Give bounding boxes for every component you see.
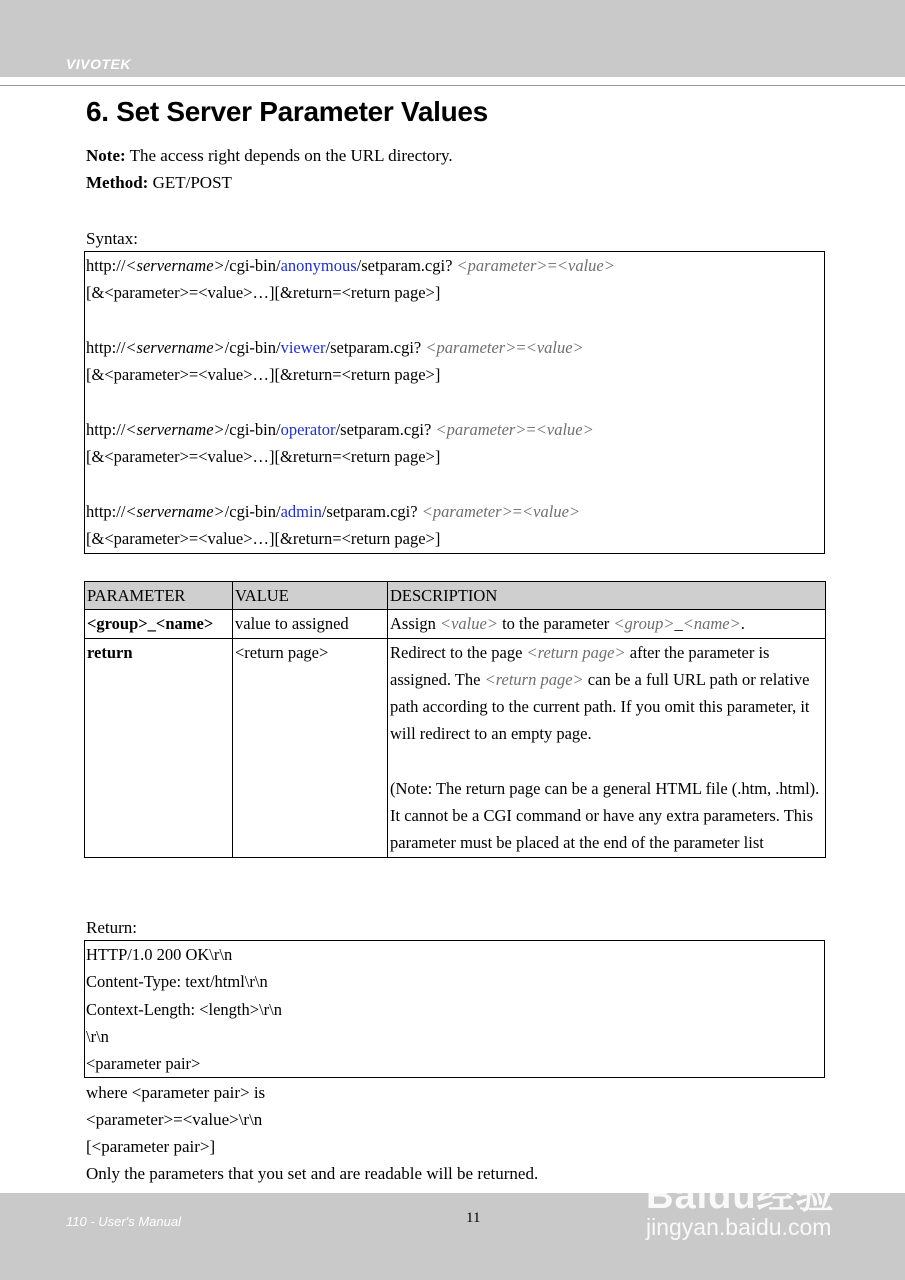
method-text: GET/POST	[148, 173, 232, 192]
syntax-label: Syntax:	[86, 229, 138, 248]
syntax-box	[84, 251, 825, 554]
return-line: Context-Length: <length>\r\n	[86, 999, 282, 1019]
method-line	[86, 173, 232, 193]
syntax-args-admin: [&<parameter>=<value>…][&return=<return page>]	[86, 528, 441, 548]
table-header-row	[85, 582, 826, 610]
return-line: \r\n	[86, 1026, 109, 1046]
pair-line: <parameter>=<value>\r\n	[86, 1110, 263, 1129]
table-row	[85, 638, 826, 857]
header-rule	[0, 85, 905, 86]
where-line: where <parameter pair> is	[86, 1083, 266, 1102]
dir-admin: admin	[280, 501, 322, 521]
return-line: <parameter pair>	[86, 1054, 201, 1074]
return-line: HTTP/1.0 200 OK\r\n	[86, 945, 233, 964]
only-line: Only the parameters that you set and are readable will be returned.	[86, 1164, 539, 1183]
description-cell: Assign <value> to the parameter <group>_<name>.	[388, 610, 826, 638]
dir-operator: operator	[280, 419, 336, 439]
header-band	[0, 0, 905, 77]
syntax-args-anonymous: [&<parameter>=<value>…][&return=<return page>]	[86, 283, 441, 303]
value-cell: <return page>	[233, 638, 388, 857]
syntax-args-operator: [&<parameter>=<value>…][&return=<return page>]	[86, 447, 441, 467]
brand-label: VIVOTEK	[66, 56, 131, 72]
param-group-name: <group>_<name>	[87, 614, 214, 634]
return-line: Content-Type: text/html\r\n	[86, 972, 268, 992]
note-line	[86, 146, 453, 166]
header-parameter: PARAMETER	[85, 582, 233, 610]
dir-anonymous: anonymous	[280, 256, 357, 275]
value-cell: value to assigned	[233, 610, 388, 638]
bracket-line: [<parameter pair>]	[86, 1137, 216, 1156]
watermark-logo: Baidu经验	[646, 1175, 835, 1217]
method-label: Method:	[86, 173, 149, 192]
header-description: DESCRIPTION	[388, 582, 826, 610]
parameter-table	[84, 581, 826, 858]
baidu-watermark	[640, 1142, 870, 1252]
note-label: Note:	[86, 146, 126, 165]
return-label: Return:	[86, 918, 137, 937]
syntax-url-viewer: http://<servername>/cgi-bin/viewer/setparam.cgi? <parameter>=<value>	[86, 337, 584, 357]
syntax-url-operator: http://<servername>/cgi-bin/operator/setparam.cgi? <parameter>=<value>	[86, 419, 594, 439]
watermark-url: jingyan.baidu.com	[646, 1214, 832, 1240]
syntax-args-viewer: [&<parameter>=<value>…][&return=<return page>]	[86, 365, 441, 385]
page-title: 6. Set Server Parameter Values	[86, 96, 488, 127]
note-text: The access right depends on the URL directory.	[125, 146, 453, 165]
syntax-url-admin: http://<servername>/cgi-bin/admin/setparam.cgi? <parameter>=<value>	[86, 501, 581, 521]
dir-viewer: viewer	[280, 337, 326, 357]
footer-manual: 110 - User's Manual	[66, 1214, 181, 1229]
table-row	[85, 610, 826, 638]
page-number: 11	[466, 1210, 481, 1226]
description-cell	[388, 638, 826, 857]
return-description: Redirect to the page <return page> after the parameter is assigned. The <return page> can be a full URL path or relative path according to the current path. If you omit this parameter, it will redirect to an empty page.	[390, 642, 810, 744]
return-note: (Note: The return page can be a general HTML file (.htm, .html). It cannot be a CGI command or have any extra parameters. This parameter must be placed at the end of the parameter list	[390, 778, 820, 853]
param-return: return	[87, 642, 133, 662]
header-value: VALUE	[233, 582, 388, 610]
syntax-url-anonymous: http://<servername>/cgi-bin/anonymous/setparam.cgi? <parameter>=<value>	[86, 256, 615, 275]
return-box	[84, 940, 825, 1078]
